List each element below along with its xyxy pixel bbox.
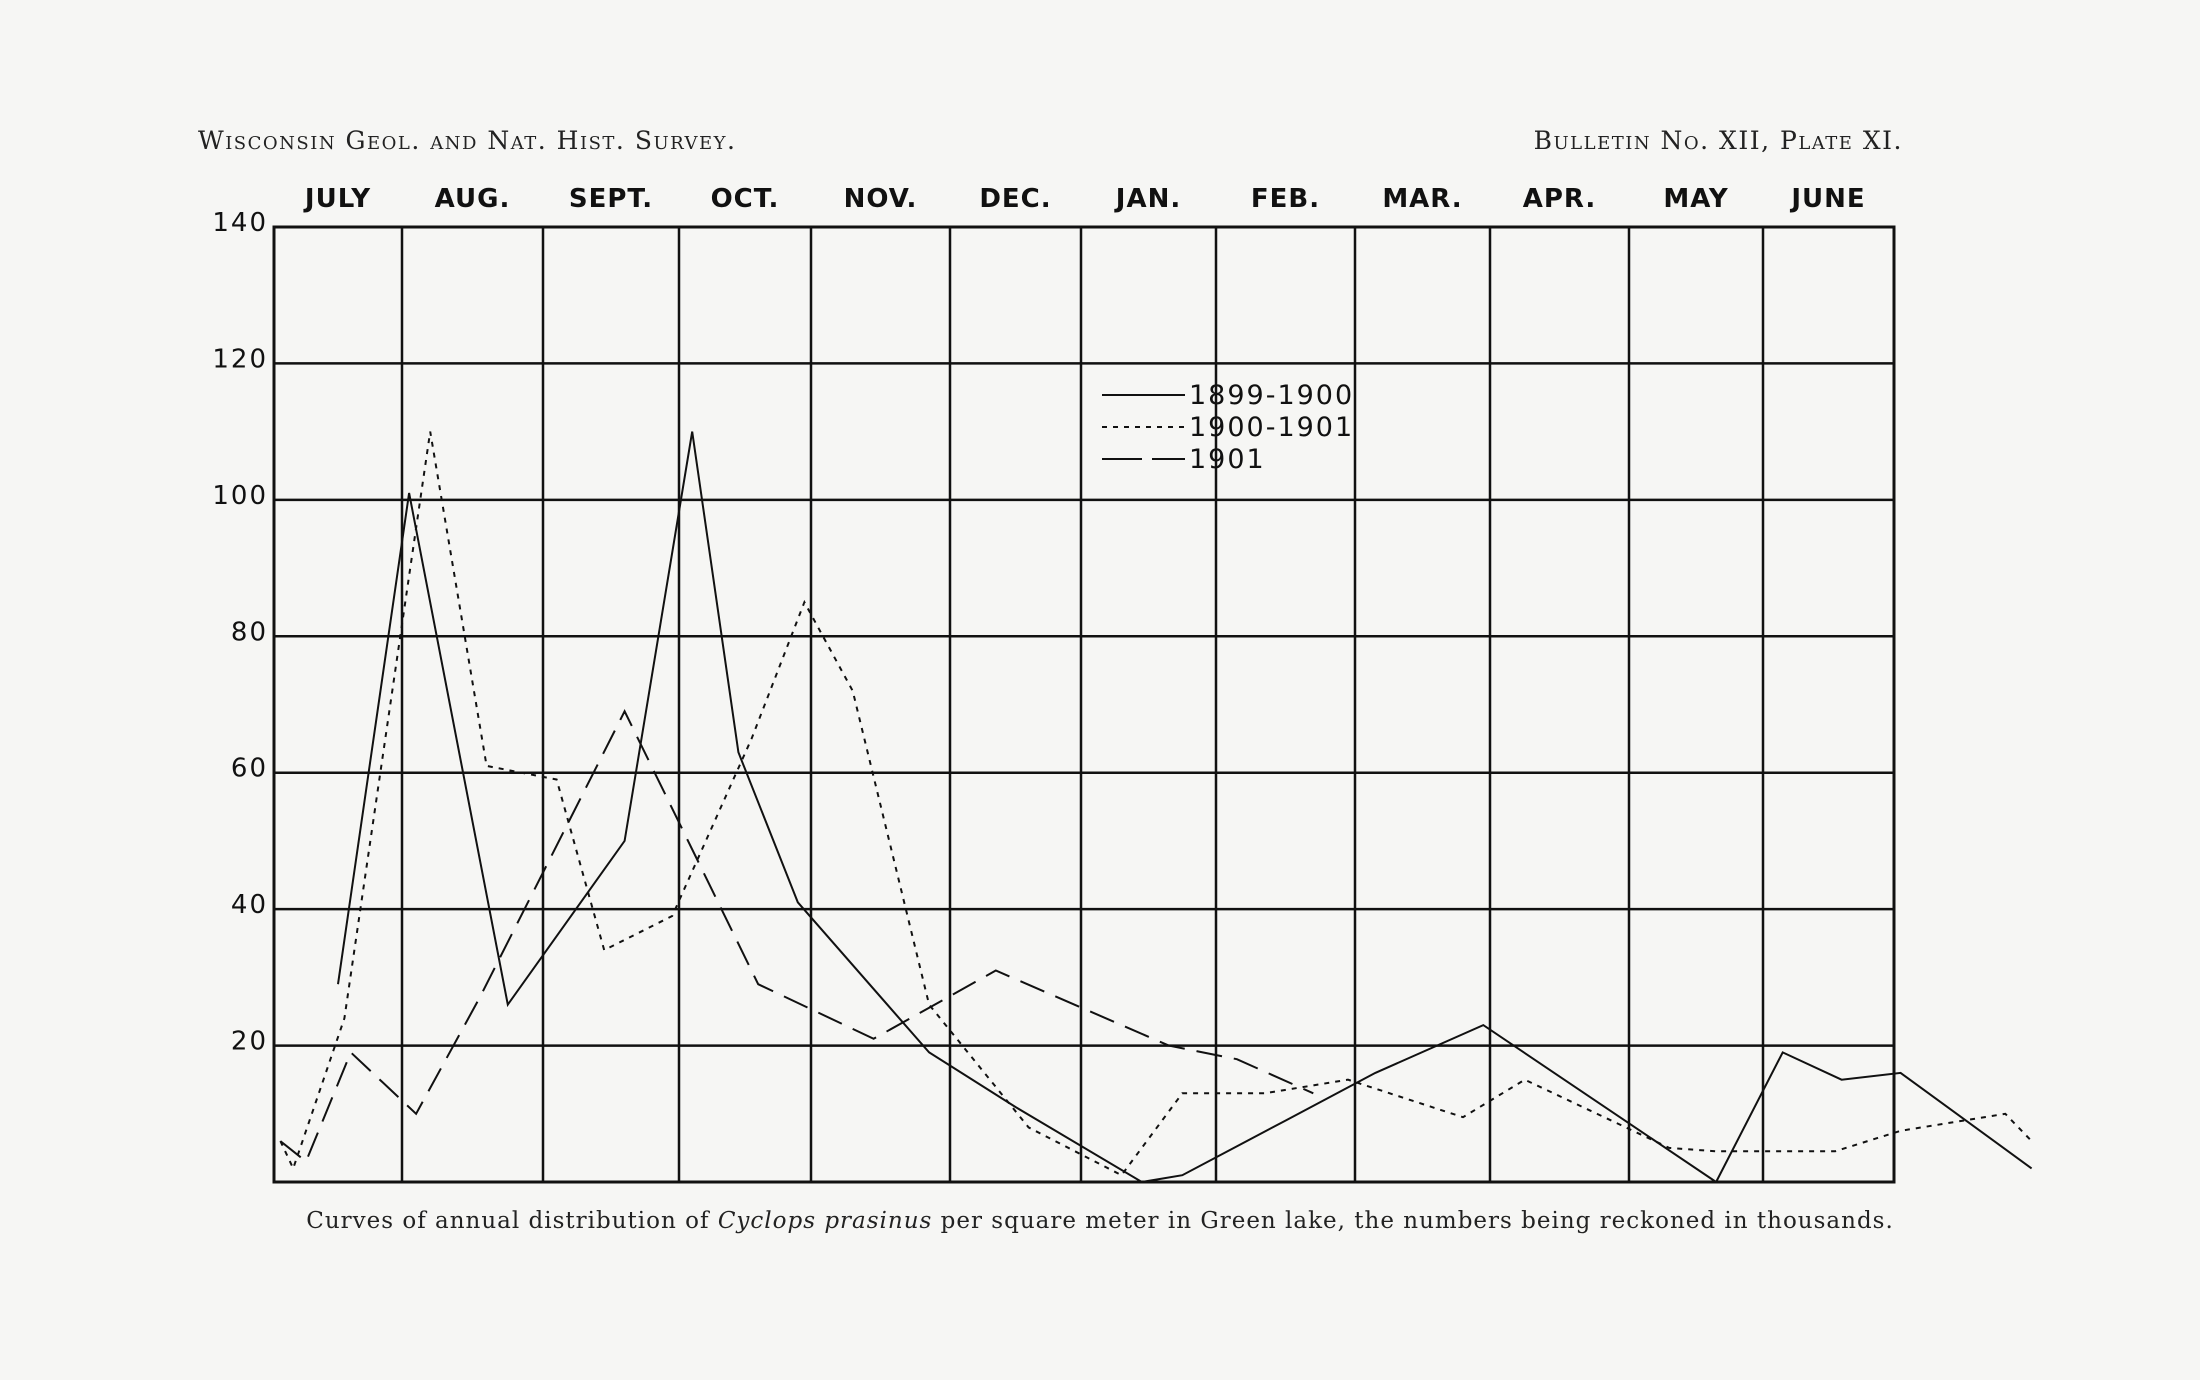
y-tick-label: 120 [212, 344, 268, 375]
x-axis-month-labels [303, 184, 1866, 214]
series-line-1899-1900 [338, 432, 2032, 1182]
caption-species: Cyclops prasinus [717, 1208, 933, 1234]
plate-header-left: Wisconsin Geol. and Nat. Hist. Survey. [198, 126, 737, 155]
legend-label: 1900-1901 [1189, 412, 1355, 443]
month-label: JUNE [1791, 184, 1866, 214]
month-label: DEC. [979, 184, 1052, 214]
y-tick-label: 140 [212, 208, 268, 238]
chart-legend [1102, 380, 1354, 475]
month-label: MAR. [1382, 184, 1463, 214]
plate-header-right: Bulletin No. XII, Plate XI. [1533, 126, 1903, 155]
chart-grid [274, 227, 1894, 1182]
legend-label: 1901 [1189, 444, 1266, 475]
y-tick-label: 60 [230, 753, 268, 784]
month-label: APR. [1522, 184, 1597, 214]
caption-text-start: Curves of annual distribution of [306, 1208, 718, 1234]
month-label: AUG. [434, 184, 511, 214]
month-label: MAY [1663, 184, 1729, 214]
y-axis-tick-labels [212, 208, 268, 1057]
month-label: JAN. [1115, 184, 1182, 214]
figure-caption [0, 1208, 2200, 1234]
month-label: OCT. [710, 184, 780, 214]
y-tick-label: 100 [212, 480, 268, 511]
month-label: NOV. [843, 184, 918, 214]
legend-label: 1899-1900 [1189, 380, 1355, 411]
y-tick-label: 20 [230, 1026, 268, 1057]
month-label: FEB. [1250, 184, 1321, 214]
y-tick-label: 40 [230, 890, 268, 921]
y-tick-label: 80 [230, 617, 268, 648]
month-label: SEPT. [568, 184, 654, 214]
month-label: JULY [304, 184, 372, 214]
series-line-1901 [280, 711, 1313, 1161]
plot-frame [274, 227, 1894, 1182]
caption-text-end: per square meter in Green lake, the numbers being reckoned in thousands. [932, 1208, 1894, 1234]
